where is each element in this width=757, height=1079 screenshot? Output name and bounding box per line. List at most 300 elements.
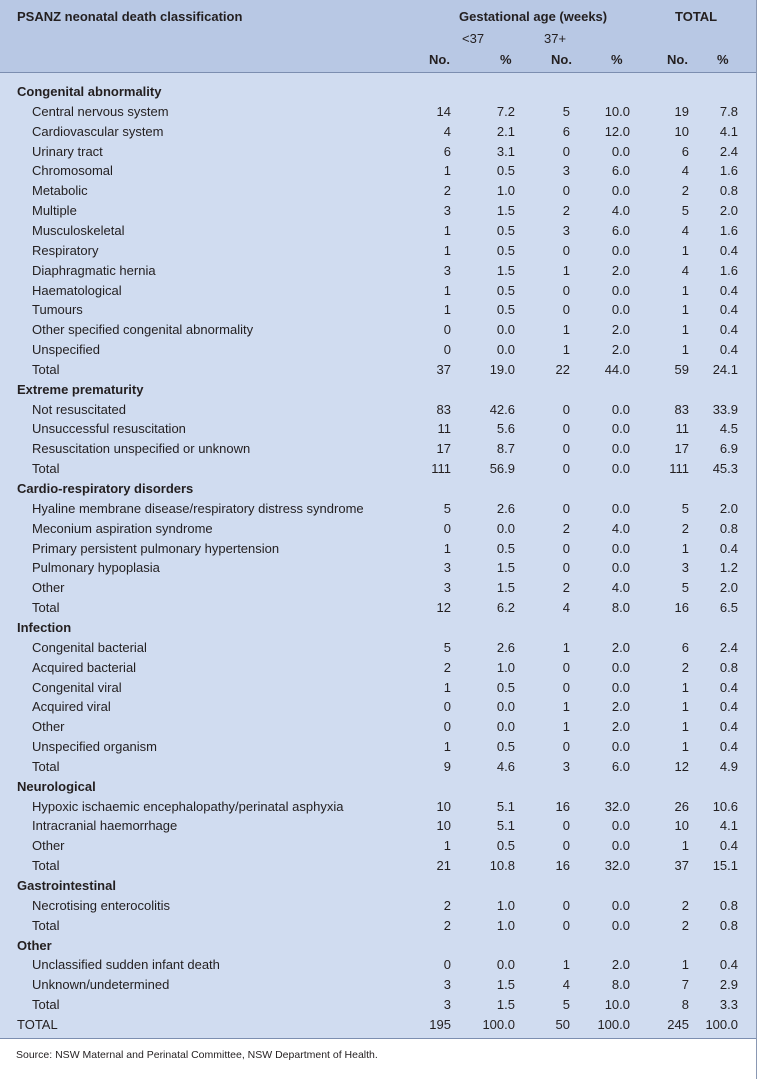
row-label: Multiple <box>32 203 77 219</box>
table-row <box>0 439 756 459</box>
total-percent-cell: 0.4 <box>719 302 738 318</box>
lt37-percent-cell: 0.0 <box>496 699 515 715</box>
ge37-count-cell: 2 <box>562 520 570 536</box>
lt37-count-cell: 2 <box>443 897 451 913</box>
total-count-cell: 1 <box>681 342 689 358</box>
total-percent-cell: 4.1 <box>719 818 738 834</box>
table-row <box>0 638 756 658</box>
total-percent-cell: 0.4 <box>719 838 738 854</box>
ge37-percent-cell: 2.0 <box>611 322 630 338</box>
row-label: Haematological <box>32 282 122 298</box>
ge37-percent-cell: 100.0 <box>597 1016 630 1032</box>
category-label: Other <box>17 937 52 953</box>
col-pct-ge37: % <box>611 52 623 67</box>
lt37-percent-cell: 3.1 <box>496 143 515 159</box>
total-count-cell: 111 <box>669 461 689 477</box>
ge37-percent-cell: 32.0 <box>604 858 630 874</box>
lt37-percent-cell: 1.5 <box>496 560 515 576</box>
table-row <box>0 598 756 618</box>
lt37-percent-cell: 56.9 <box>489 461 515 477</box>
lt37-percent-cell: 10.8 <box>489 858 515 874</box>
table-title: PSANZ neonatal death classification <box>17 9 243 24</box>
ge37-percent-cell: 0.0 <box>611 421 630 437</box>
table-row <box>0 955 756 975</box>
lt37-count-cell: 2 <box>443 917 451 933</box>
lt37-count-cell: 0 <box>443 520 451 536</box>
lt37-count-cell: 14 <box>436 103 451 119</box>
col-no-total: No. <box>667 52 688 67</box>
ge37-count-cell: 1 <box>562 322 570 338</box>
ge37-percent-cell: 0.0 <box>611 461 630 477</box>
lt37-percent-cell: 5.6 <box>496 421 515 437</box>
ge37-percent-cell: 32.0 <box>604 798 630 814</box>
category-row <box>0 380 756 400</box>
lt37-count-cell: 5 <box>443 639 451 655</box>
row-label: Total <box>32 758 60 774</box>
lt37-count-cell: 1 <box>443 163 451 179</box>
ge37-count-cell: 3 <box>562 222 570 238</box>
ge37-count-cell: 1 <box>562 262 570 278</box>
total-count-cell: 5 <box>681 203 689 219</box>
ge37-percent-cell: 2.0 <box>611 342 630 358</box>
ge37-percent-cell: 2.0 <box>611 957 630 973</box>
ge37-percent-cell: 0.0 <box>611 540 630 556</box>
lt37-count-cell: 1 <box>443 540 451 556</box>
table-row <box>0 558 756 578</box>
lt37-count-cell: 3 <box>443 262 451 278</box>
lt37-percent-cell: 7.2 <box>496 103 515 119</box>
ge37-percent-cell: 0.0 <box>611 818 630 834</box>
lt37-percent-cell: 1.5 <box>496 580 515 596</box>
total-count-cell: 1 <box>681 957 689 973</box>
ge37-count-cell: 2 <box>562 580 570 596</box>
row-label: Other specified congenital abnormality <box>32 322 254 338</box>
ge37-count-cell: 4 <box>562 600 570 616</box>
row-label: Unsuccessful resuscitation <box>32 421 186 437</box>
total-count-cell: 83 <box>674 401 689 417</box>
lt37-count-cell: 1 <box>443 222 451 238</box>
ge37-count-cell: 16 <box>555 798 570 814</box>
table-row <box>0 836 756 856</box>
ge37-count-cell: 50 <box>555 1016 570 1032</box>
category-label: Cardio-respiratory disorders <box>17 481 194 496</box>
ge37-count-cell: 0 <box>562 739 570 755</box>
ge37-percent-cell: 0.0 <box>611 679 630 695</box>
total-count-cell: 5 <box>681 500 689 516</box>
row-label: Meconium aspiration syndrome <box>32 520 213 536</box>
lt37-count-cell: 37 <box>436 361 451 377</box>
lt37-percent-cell: 0.0 <box>496 957 515 973</box>
total-count-cell: 7 <box>681 977 689 993</box>
row-label: Respiratory <box>32 242 99 258</box>
lt37-count-cell: 3 <box>443 203 451 219</box>
ge37-count-cell: 0 <box>562 560 570 576</box>
lt37-heading: <37 <box>462 31 485 46</box>
total-percent-cell: 0.4 <box>719 699 738 715</box>
lt37-count-cell: 4 <box>443 123 451 139</box>
total-percent-cell: 33.9 <box>712 401 738 417</box>
lt37-percent-cell: 0.5 <box>496 302 515 318</box>
table-row <box>0 181 756 201</box>
total-heading: TOTAL <box>675 9 718 24</box>
total-percent-cell: 2.0 <box>719 580 738 596</box>
lt37-count-cell: 111 <box>431 461 451 477</box>
gestational-age-heading: Gestational age (weeks) <box>459 9 608 24</box>
table-row <box>0 102 756 122</box>
ge37-percent-cell: 4.0 <box>611 520 630 536</box>
ge37-count-cell: 0 <box>562 917 570 933</box>
lt37-percent-cell: 0.5 <box>496 242 515 258</box>
ge37-count-cell: 0 <box>562 897 570 913</box>
row-label: Musculoskeletal <box>32 222 125 238</box>
row-label: Cardiovascular system <box>32 123 164 139</box>
row-label: Other <box>32 719 65 735</box>
lt37-percent-cell: 1.5 <box>496 997 515 1013</box>
row-label: Diaphragmatic hernia <box>32 262 156 278</box>
lt37-percent-cell: 1.0 <box>496 897 515 913</box>
lt37-count-cell: 10 <box>436 798 451 814</box>
total-percent-cell: 0.4 <box>719 322 738 338</box>
table-row <box>0 221 756 241</box>
row-label: Unspecified <box>32 342 100 358</box>
total-percent-cell: 1.2 <box>719 560 738 576</box>
ge37-count-cell: 0 <box>562 838 570 854</box>
ge37-percent-cell: 44.0 <box>604 361 630 377</box>
ge37-count-cell: 0 <box>562 183 570 199</box>
ge37-percent-cell: 2.0 <box>611 262 630 278</box>
ge37-count-cell: 1 <box>562 639 570 655</box>
table-row <box>0 459 756 479</box>
table-row <box>0 797 756 817</box>
category-row <box>0 618 756 638</box>
ge37-percent-cell: 0.0 <box>611 183 630 199</box>
col-pct-total: % <box>717 52 729 67</box>
col-no-lt37: No. <box>429 52 450 67</box>
lt37-count-cell: 3 <box>443 997 451 1013</box>
table-row <box>0 281 756 301</box>
table-row <box>0 658 756 678</box>
table-row <box>0 896 756 916</box>
lt37-percent-cell: 5.1 <box>496 798 515 814</box>
row-label: Total <box>32 997 60 1013</box>
lt37-count-cell: 10 <box>436 818 451 834</box>
ge37-count-cell: 0 <box>562 659 570 675</box>
lt37-percent-cell: 0.0 <box>496 322 515 338</box>
row-label: Intracranial haemorrhage <box>32 818 178 834</box>
col-no-ge37: No. <box>551 52 572 67</box>
lt37-percent-cell: 0.5 <box>496 163 515 179</box>
total-percent-cell: 4.5 <box>719 421 738 437</box>
ge37-percent-cell: 0.0 <box>611 917 630 933</box>
total-percent-cell: 0.8 <box>719 183 738 199</box>
table-row <box>0 122 756 142</box>
total-count-cell: 26 <box>674 798 689 814</box>
row-label: Hypoxic ischaemic encephalopathy/perinatal asphyxia <box>32 798 344 814</box>
table-row <box>0 539 756 559</box>
total-count-cell: 1 <box>681 302 689 318</box>
ge37-percent-cell: 0.0 <box>611 500 630 516</box>
row-label: Total <box>32 361 60 377</box>
lt37-count-cell: 1 <box>443 242 451 258</box>
ge37-percent-cell: 0.0 <box>611 739 630 755</box>
ge37-count-cell: 0 <box>562 500 570 516</box>
row-label: Congenital viral <box>32 679 122 695</box>
lt37-count-cell: 1 <box>443 739 451 755</box>
row-label: Other <box>32 580 65 596</box>
row-label: Tumours <box>32 302 83 318</box>
category-label: Congenital abnormality <box>17 84 162 99</box>
row-label: Unclassified sudden infant death <box>32 957 220 973</box>
total-count-cell: 245 <box>667 1016 689 1032</box>
table-row <box>0 261 756 281</box>
lt37-percent-cell: 0.0 <box>496 719 515 735</box>
category-label: Infection <box>17 619 72 635</box>
ge37-count-cell: 0 <box>562 441 570 457</box>
lt37-count-cell: 83 <box>436 401 451 417</box>
lt37-percent-cell: 1.5 <box>496 977 515 993</box>
table-row <box>0 916 756 936</box>
category-label: Extreme prematurity <box>17 381 144 397</box>
ge37-percent-cell: 0.0 <box>611 143 630 159</box>
total-count-cell: 1 <box>681 739 689 755</box>
ge37-percent-cell: 0.0 <box>611 302 630 318</box>
ge37-count-cell: 16 <box>555 858 570 874</box>
total-count-cell: 6 <box>681 143 689 159</box>
ge37-count-cell: 1 <box>562 342 570 358</box>
total-percent-cell: 6.9 <box>719 441 738 457</box>
ge37-count-cell: 0 <box>562 540 570 556</box>
lt37-percent-cell: 1.0 <box>496 659 515 675</box>
lt37-count-cell: 0 <box>443 719 451 735</box>
total-percent-cell: 0.8 <box>719 897 738 913</box>
total-percent-cell: 45.3 <box>712 461 738 477</box>
lt37-percent-cell: 8.7 <box>496 441 515 457</box>
table-header <box>0 0 756 72</box>
lt37-percent-cell: 1.0 <box>496 917 515 933</box>
total-percent-cell: 2.0 <box>719 500 738 516</box>
ge37-count-cell: 0 <box>562 143 570 159</box>
lt37-count-cell: 0 <box>443 342 451 358</box>
lt37-percent-cell: 0.5 <box>496 679 515 695</box>
row-label: Resuscitation unspecified or unknown <box>32 441 251 457</box>
ge37-count-cell: 6 <box>562 123 570 139</box>
total-percent-cell: 0.4 <box>719 679 738 695</box>
total-percent-cell: 2.4 <box>719 143 738 159</box>
total-percent-cell: 1.6 <box>719 262 738 278</box>
category-label: Neurological <box>17 778 96 794</box>
total-count-cell: 1 <box>681 282 689 298</box>
ge37-percent-cell: 2.0 <box>611 719 630 735</box>
row-label: Metabolic <box>32 183 88 199</box>
lt37-percent-cell: 2.6 <box>496 500 515 516</box>
total-count-cell: 2 <box>681 917 689 933</box>
total-count-cell: 2 <box>681 897 689 913</box>
total-count-cell: 3 <box>681 560 689 576</box>
ge37-percent-cell: 0.0 <box>611 838 630 854</box>
total-percent-cell: 7.8 <box>719 103 738 119</box>
lt37-count-cell: 3 <box>443 580 451 596</box>
ge37-count-cell: 0 <box>562 282 570 298</box>
ge37-count-cell: 0 <box>562 302 570 318</box>
ge37-count-cell: 0 <box>562 818 570 834</box>
lt37-percent-cell: 0.5 <box>496 739 515 755</box>
ge37-percent-cell: 10.0 <box>604 997 630 1013</box>
table-row <box>0 419 756 439</box>
total-percent-cell: 10.6 <box>712 798 738 814</box>
row-label: Total <box>32 600 60 616</box>
table-row <box>0 816 756 836</box>
lt37-count-cell: 17 <box>436 441 451 457</box>
total-count-cell: 12 <box>674 758 689 774</box>
table-row <box>0 340 756 360</box>
lt37-percent-cell: 6.2 <box>496 600 515 616</box>
lt37-percent-cell: 19.0 <box>489 361 515 377</box>
total-percent-cell: 0.4 <box>719 242 738 258</box>
total-count-cell: 2 <box>681 659 689 675</box>
table-row <box>0 142 756 162</box>
ge37-count-cell: 0 <box>562 421 570 437</box>
lt37-count-cell: 21 <box>436 858 451 874</box>
total-count-cell: 11 <box>675 421 689 437</box>
row-label: Unknown/undetermined <box>32 977 170 993</box>
table-row <box>0 201 756 221</box>
table-footer <box>0 1038 756 1079</box>
ge37-percent-cell: 0.0 <box>611 659 630 675</box>
lt37-percent-cell: 0.5 <box>496 222 515 238</box>
lt37-count-cell: 5 <box>443 500 451 516</box>
ge37-count-cell: 3 <box>562 163 570 179</box>
table-row <box>0 241 756 261</box>
lt37-count-cell: 0 <box>443 699 451 715</box>
lt37-count-cell: 1 <box>443 282 451 298</box>
ge37-percent-cell: 0.0 <box>611 242 630 258</box>
ge37-percent-cell: 4.0 <box>611 203 630 219</box>
row-label: Acquired viral <box>32 699 111 715</box>
ge37-count-cell: 1 <box>562 699 570 715</box>
total-percent-cell: 4.9 <box>719 758 738 774</box>
lt37-percent-cell: 1.0 <box>496 183 515 199</box>
row-label: Other <box>32 838 65 854</box>
ge37-percent-cell: 6.0 <box>611 222 630 238</box>
total-percent-cell: 24.1 <box>712 361 738 377</box>
row-label: Primary persistent pulmonary hypertension <box>32 540 280 556</box>
table-row <box>0 856 756 876</box>
total-percent-cell: 15.1 <box>712 858 738 874</box>
lt37-count-cell: 0 <box>443 957 451 973</box>
table-row <box>0 995 756 1015</box>
ge37-count-cell: 1 <box>562 719 570 735</box>
row-label: Urinary tract <box>32 143 103 159</box>
ge37-count-cell: 0 <box>562 461 570 477</box>
ge37-percent-cell: 2.0 <box>611 699 630 715</box>
row-label: TOTAL <box>17 1016 58 1032</box>
ge37-count-cell: 2 <box>562 203 570 219</box>
table-row <box>0 360 756 380</box>
ge37-percent-cell: 12.0 <box>604 123 630 139</box>
table-row <box>0 578 756 598</box>
total-percent-cell: 2.4 <box>719 639 738 655</box>
lt37-count-cell: 1 <box>443 302 451 318</box>
category-row <box>0 876 756 896</box>
total-count-cell: 17 <box>674 441 689 457</box>
category-row <box>0 479 756 499</box>
row-label: Necrotising enterocolitis <box>32 897 171 913</box>
ge37-percent-cell: 2.0 <box>611 639 630 655</box>
lt37-count-cell: 195 <box>429 1016 451 1032</box>
total-percent-cell: 4.1 <box>719 123 738 139</box>
total-count-cell: 5 <box>681 580 689 596</box>
total-count-cell: 2 <box>681 520 689 536</box>
lt37-percent-cell: 0.5 <box>496 838 515 854</box>
table-row <box>0 975 756 995</box>
total-count-cell: 1 <box>681 679 689 695</box>
source-note: Source: NSW Maternal and Perinatal Committee, NSW Department of Health. <box>16 1049 378 1061</box>
row-label: Congenital bacterial <box>32 639 147 655</box>
total-percent-cell: 2.9 <box>719 977 738 993</box>
table-row <box>0 499 756 519</box>
row-label: Not resuscitated <box>32 401 126 417</box>
total-percent-cell: 0.4 <box>719 342 738 358</box>
total-percent-cell: 0.4 <box>719 540 738 556</box>
row-label: Chromosomal <box>32 163 113 179</box>
table-row <box>0 697 756 717</box>
table-row <box>0 717 756 737</box>
category-row <box>0 936 756 956</box>
ge37-percent-cell: 0.0 <box>611 401 630 417</box>
total-count-cell: 16 <box>674 600 689 616</box>
ge37-percent-cell: 4.0 <box>611 580 630 596</box>
total-count-cell: 1 <box>681 322 689 338</box>
total-count-cell: 4 <box>681 163 689 179</box>
category-row <box>0 82 756 102</box>
total-percent-cell: 0.4 <box>719 719 738 735</box>
lt37-percent-cell: 0.5 <box>496 282 515 298</box>
lt37-count-cell: 9 <box>443 758 451 774</box>
table-row <box>0 519 756 539</box>
table-row <box>0 757 756 777</box>
ge37-count-cell: 22 <box>555 361 570 377</box>
total-count-cell: 1 <box>681 699 689 715</box>
lt37-percent-cell: 42.6 <box>489 401 515 417</box>
row-label: Central nervous system <box>32 103 169 119</box>
lt37-count-cell: 3 <box>443 977 451 993</box>
grand-total-row <box>0 1015 756 1035</box>
ge37-count-cell: 3 <box>562 758 570 774</box>
ge37-count-cell: 5 <box>562 997 570 1013</box>
lt37-count-cell: 11 <box>437 421 451 437</box>
ge37-count-cell: 0 <box>562 242 570 258</box>
lt37-percent-cell: 5.1 <box>496 818 515 834</box>
row-label: Acquired bacterial <box>32 659 137 675</box>
ge37-percent-cell: 0.0 <box>611 282 630 298</box>
lt37-percent-cell: 0.0 <box>496 342 515 358</box>
total-percent-cell: 0.8 <box>719 659 738 675</box>
total-count-cell: 2 <box>681 183 689 199</box>
ge37-count-cell: 4 <box>562 977 570 993</box>
lt37-count-cell: 2 <box>443 183 451 199</box>
total-count-cell: 1 <box>681 719 689 735</box>
lt37-count-cell: 2 <box>443 659 451 675</box>
lt37-percent-cell: 1.5 <box>496 262 515 278</box>
total-percent-cell: 2.0 <box>719 203 738 219</box>
total-count-cell: 37 <box>674 858 689 874</box>
total-count-cell: 1 <box>681 242 689 258</box>
lt37-percent-cell: 2.6 <box>496 639 515 655</box>
total-percent-cell: 3.3 <box>719 997 738 1013</box>
total-count-cell: 6 <box>681 639 689 655</box>
total-count-cell: 8 <box>681 997 689 1013</box>
total-count-cell: 1 <box>681 838 689 854</box>
